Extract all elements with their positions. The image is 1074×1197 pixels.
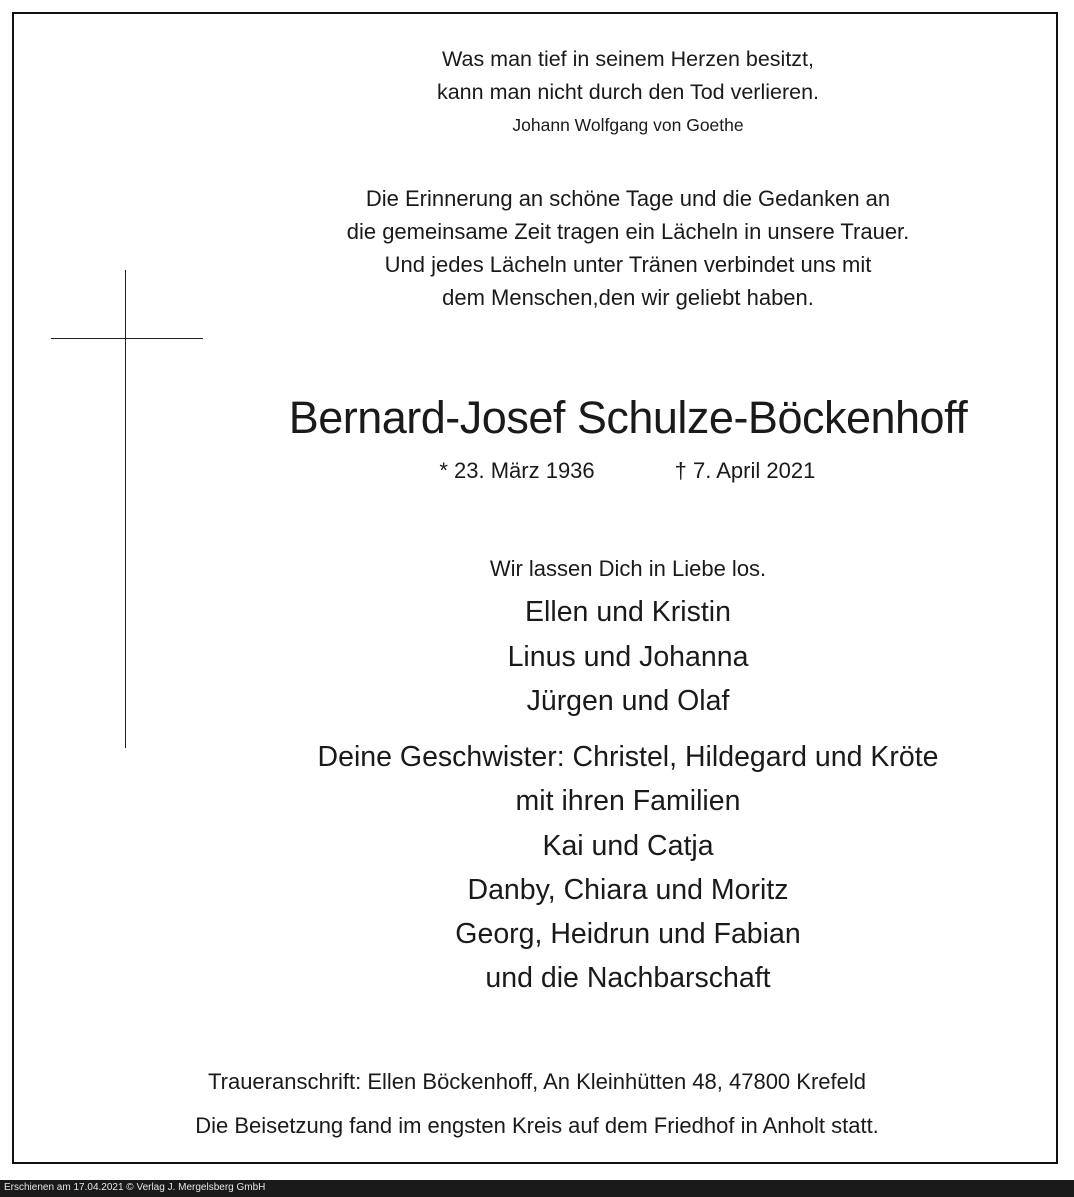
mourner-line: Georg, Heidrun und Fabian	[455, 918, 801, 950]
deceased-name: Bernard-Josef Schulze-Böckenhoff	[288, 392, 968, 443]
publication-credit: Erschienen am 17.04.2021 © Verlag J. Mergelsberg GmbH	[4, 1182, 266, 1193]
poem-line-3: Und jedes Lächeln unter Tränen verbindet uns mit	[384, 252, 872, 277]
poem-line-1: Die Erinnerung an schöne Tage und die Gedanken an	[365, 186, 891, 211]
mourner-line: Deine Geschwister: Christel, Hildegard und Kröte	[317, 741, 939, 773]
mourning-address: Traueranschrift: Ellen Böckenhoff, An Kleinhütten 48, 47800 Krefeld	[208, 1069, 866, 1094]
birth-date: * 23. März 1936	[439, 458, 595, 483]
poem-line-2: die gemeinsame Zeit tragen ein Lächeln in unsere Trauer.	[346, 219, 910, 244]
quote-author: Johann Wolfgang von Goethe	[512, 115, 744, 135]
mourner-line: und die Nachbarschaft	[485, 962, 771, 994]
mourner-line: Linus und Johanna	[507, 641, 749, 673]
death-date: † 7. April 2021	[674, 458, 816, 483]
cross-icon-horizontal	[51, 338, 203, 339]
mourner-line: Jürgen und Olaf	[526, 685, 730, 717]
burial-notice: Die Beisetzung fand im engsten Kreis auf dem Friedhof in Anholt statt.	[195, 1113, 879, 1138]
quote-line-1: Was man tief in seinem Herzen besitzt,	[441, 47, 815, 71]
mourner-line: Kai und Catja	[542, 830, 714, 862]
mourner-line: Ellen und Kristin	[525, 596, 731, 628]
cross-icon-vertical	[125, 270, 126, 748]
mourner-line: mit ihren Familien	[515, 785, 741, 817]
mourner-line: Danby, Chiara und Moritz	[467, 874, 789, 906]
poem-line-4: dem Menschen,den wir geliebt haben.	[442, 285, 814, 310]
quote-line-2: kann man nicht durch den Tod verlieren.	[436, 80, 820, 104]
mourners-intro: Wir lassen Dich in Liebe los.	[489, 556, 767, 581]
